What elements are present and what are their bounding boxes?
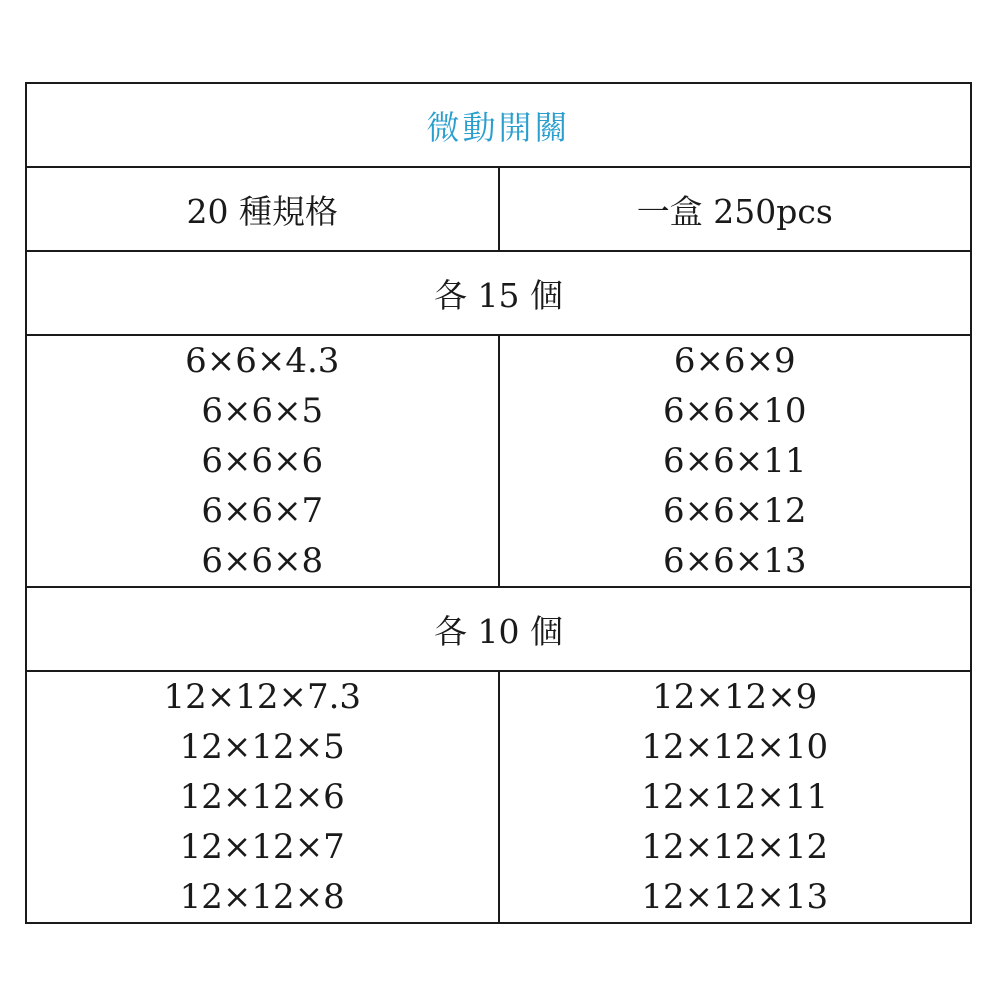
size-item: 6×6×11 — [662, 441, 807, 481]
size-item: 6×6×7 — [201, 491, 324, 531]
size-item: 6×6×8 — [201, 541, 324, 581]
group-count-label: 各 10 個 — [26, 587, 971, 671]
size-item: 6×6×5 — [201, 391, 324, 431]
spec-count-cell: 20 種規格 — [26, 167, 499, 251]
group-size-row — [26, 671, 971, 923]
table-title: 微動開關 — [426, 107, 571, 147]
title-row — [26, 83, 971, 167]
size-list-cell — [26, 671, 499, 923]
size-item: 6×6×12 — [662, 491, 807, 531]
size-list — [500, 672, 971, 922]
size-item: 12×12×10 — [641, 727, 829, 767]
box-quantity-cell: 一盒 250pcs — [499, 167, 972, 251]
size-list — [27, 336, 498, 586]
size-item: 6×6×9 — [673, 341, 796, 381]
info-row — [26, 167, 971, 251]
size-item: 12×12×12 — [641, 827, 829, 867]
size-item: 6×6×10 — [662, 391, 807, 431]
size-list-cell — [499, 335, 972, 587]
size-list-cell — [499, 671, 972, 923]
group-count-row — [26, 251, 971, 335]
size-list-cell — [26, 335, 499, 587]
size-item: 12×12×7 — [179, 827, 345, 867]
size-item: 12×12×5 — [179, 727, 345, 767]
group-size-row — [26, 335, 971, 587]
size-item: 12×12×9 — [652, 677, 818, 717]
size-item: 12×12×8 — [179, 877, 345, 917]
size-item: 12×12×13 — [641, 877, 829, 917]
group-count-label: 各 15 個 — [26, 251, 971, 335]
size-list — [500, 336, 971, 586]
title-cell — [26, 83, 971, 167]
group-count-row — [26, 587, 971, 671]
size-list — [27, 672, 498, 922]
size-item: 12×12×7.3 — [163, 677, 362, 717]
size-item: 6×6×4.3 — [185, 341, 340, 381]
size-item: 12×12×6 — [179, 777, 345, 817]
size-item: 6×6×6 — [201, 441, 324, 481]
size-item: 6×6×13 — [662, 541, 807, 581]
spec-table — [25, 82, 972, 924]
size-item: 12×12×11 — [641, 777, 829, 817]
